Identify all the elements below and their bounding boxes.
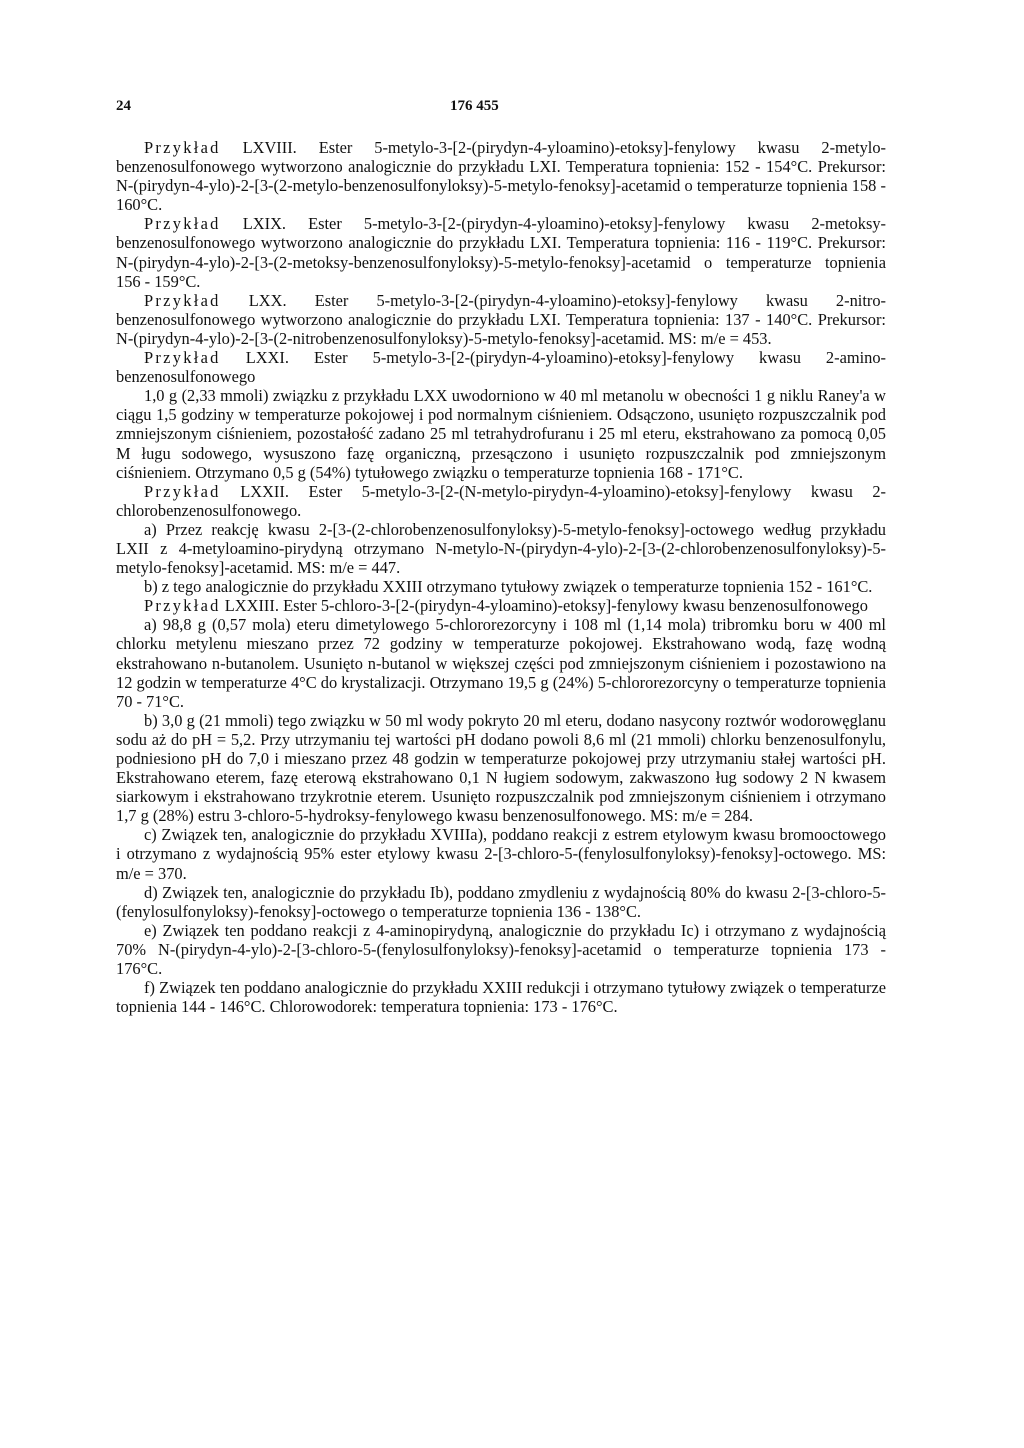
- patent-number: 176 455: [450, 98, 499, 114]
- example-number: LXXII.: [240, 481, 289, 501]
- example-lxxiii-step-a: a) 98,8 g (0,57 mola) eteru dimetylowego 5-chlororezorcyny i 108 ml (1,14 mola) tribromku boru w 400 ml chlorku metylenu mieszano przez 72 godziny w temperaturze pokojowej. Ekstrahowano wodą, fazę wodną ekstrahowano n-butanolem. Usunięto n-butanol w większej części pod zmniejszonym ciśnieniem i pozostawiono na 12 godzin w temperaturze 4°C do krystalizacji. Otrzymano 19,5 g (24%) 5-chlororezorcyny o temperaturze topnienia 70 - 71°C.: [116, 615, 886, 711]
- example-label: Przykład: [144, 596, 221, 616]
- example-text: Ester 5-metylo-3-[2-(pirydyn-4-yloamino)-etoksy]-fenylowy kwasu 2-metylo-benzenosulfonowego wytworzono analogicznie do przykładu LXI. Temperatura topnienia: 152 - 154°C. Prekursor: N-(pirydyn-4-ylo)-2-[3-(2-metylo-benzenosulfonyloksy)-5-metylo-fenoksy]-acetamid o temperaturze topnienia 158 - 160°C.: [116, 138, 887, 215]
- example-label: Przykład: [144, 214, 221, 234]
- example-number: LXVIII.: [242, 138, 297, 157]
- example-text: Ester 5-metylo-3-[2-(pirydyn-4-yloamino)-etoksy]-fenylowy kwasu 2-amino-benzenosulfonowego: [116, 348, 886, 387]
- example-lxx: [116, 291, 886, 348]
- example-lxviii: [116, 138, 886, 214]
- example-text: Ester 5-metylo-3-[2-(N-metylo-pirydyn-4-yloamino)-etoksy]-fenylowy kwasu 2-chlorobenzenosulfonowego.: [116, 481, 886, 520]
- example-lxxii: [116, 482, 886, 520]
- example-label: Przykład: [144, 348, 221, 368]
- example-lxxii-step-a: a) Przez reakcję kwasu 2-[3-(2-chlorobenzenosulfonyloksy)-5-metylo-fenoksy]-octowego według przykładu LXII z 4-metyloamino-pirydyną otrzymano N-metylo-N-(pirydyn-4-ylo)-2-[3-(2-chlorobenzenosulfonyloksy)-5-metylo-fenoksy]-acetamid. MS: m/e = 447.: [116, 519, 886, 578]
- page-number: 24: [116, 98, 131, 114]
- example-lxxiii-step-d: d) Związek ten, analogicznie do przykładu Ib), poddano zmydleniu z wydajnością 80% do kwasu 2-[3-chloro-5-(fenylosulfonyloksy)-fenoksy]-octowego o temperaturze topnienia 136 - 138°C.: [116, 882, 886, 921]
- example-text: Ester 5-metylo-3-[2-(pirydyn-4-yloamino)-etoksy]-fenylowy kwasu 2-nitro-benzenosulfonowego wytworzono analogicznie do przykładu LXI. Temperatura topnienia: 137 - 140°C. Prekursor: N-(pirydyn-4-ylo)-2-[3-(2-nitrobenzenosulfonyloksy)-5-metylo-fenoksy]-acetamid. MS: m/e = 453.: [116, 290, 887, 348]
- example-label: Przykład: [144, 481, 221, 501]
- example-lxxiii-step-c: c) Związek ten, analogicznie do przykładu XVIIIa), poddano reakcji z estrem etylowym kwasu bromooctowego i otrzymano z wydajnością 95% ester etylowy kwasu 2-[3-chloro-5-(fenylosulfonyloksy)-fenoksy]-octowego. MS: m/e = 370.: [116, 825, 886, 883]
- example-label: Przykład: [144, 290, 221, 310]
- example-lxxiii-step-f: f) Związek ten poddano analogicznie do przykładu XXIII redukcji i otrzymano tytułowy związek o temperaturze topnienia 144 - 146°C. Chlorowodorek: temperatura topnienia: 173 - 176°C.: [116, 978, 886, 1017]
- example-number: LXXIII.: [224, 596, 279, 616]
- document-body: [116, 138, 886, 1016]
- example-lxxiii-step-b: b) 3,0 g (21 mmoli) tego związku w 50 ml wody pokryto 20 ml eteru, dodano nasycony roztwór wodorowęglanu sodu aż do pH = 5,2. Przy utrzymaniu tej wartości pH dodano powoli 8,6 ml (21 mmoli) chlorku benzenosulfonylu, podniesiono pH do 7,0 i mieszano przez 48 godzin w temperaturze pokojowej przy utrzymaniu stałej wartości pH. Ekstrahowano eterem, fazę eterową ekstrahowano 0,1 N ługiem sodowym, zakwaszono ług sodowy 2 N kwasem siarkowym i ekstrahowano trzykrotnie eterem. Usunięto rozpuszczalnik pod zmniejszonym ciśnieniem i otrzymano 1,7 g (28%) estru 3-chloro-5-hydroksy-fenylowego kwasu benzenosulfonowego. MS: m/e = 284.: [116, 710, 886, 826]
- example-text: Ester 5-chloro-3-[2-(pirydyn-4-yloamino)-etoksy]-fenylowy kwasu benzenosulfonowego: [283, 596, 868, 616]
- example-number: LXX.: [248, 290, 287, 310]
- example-lxxiii: [116, 596, 886, 615]
- example-text: Ester 5-metylo-3-[2-(pirydyn-4-yloamino)-etoksy]-fenylowy kwasu 2-metoksy-benzenosulfonowego wytworzono analogicznie do przykładu LXI. Temperatura topnienia: 116 - 119°C. Prekursor: N-(pirydyn-4-ylo)-2-[3-(2-metoksy-benzenosulfonyloksy)-5-metylo-fenoksy]-acetamid o temperaturze topnienia 156 - 159°C.: [116, 214, 886, 291]
- page-header: [116, 98, 886, 118]
- example-lxix: [116, 214, 886, 290]
- example-number: LXIX.: [242, 214, 287, 234]
- example-lxxiii-step-e: e) Związek ten poddano reakcji z 4-aminopirydyną, analogicznie do przykładu Ic) i otrzymano z wydajnością 70% N-(pirydyn-4-ylo)-2-[3-chloro-5-(fenylosulfonyloksy)-fenoksy]-acetamid o temperaturze topnienia 173 - 176°C.: [116, 920, 886, 979]
- example-lxxii-step-b: b) z tego analogicznie do przykładu XXIII otrzymano tytułowy związek o temperaturze topnienia 152 - 161°C.: [144, 577, 873, 597]
- example-lxxi: [116, 348, 886, 386]
- example-number: LXXI.: [245, 348, 289, 368]
- example-lxxi-paragraph: 1,0 g (2,33 mmoli) związku z przykładu LXX uwodorniono w 40 ml metanolu w obecności 1 g niklu Raney'a w ciągu 1,5 godziny w temperaturze pokojowej i pod normalnym ciśnieniem. Odsączono, usunięto rozpuszczalnik pod zmniejszonym ciśnieniem, pozostałość zadano 25 ml tetrahydrofuranu i 25 ml eteru, ekstrahowano za pomocą 0,05 M ługu sodowego, wysuszono fazę organiczną, przesączono i usunięto rozpuszczalnik pod zmniejszonym ciśnieniem. Otrzymano 0,5 g (54%) tytułowego związku o temperaturze topnienia 168 - 171°C.: [116, 386, 886, 482]
- example-label: Przykład: [144, 138, 221, 157]
